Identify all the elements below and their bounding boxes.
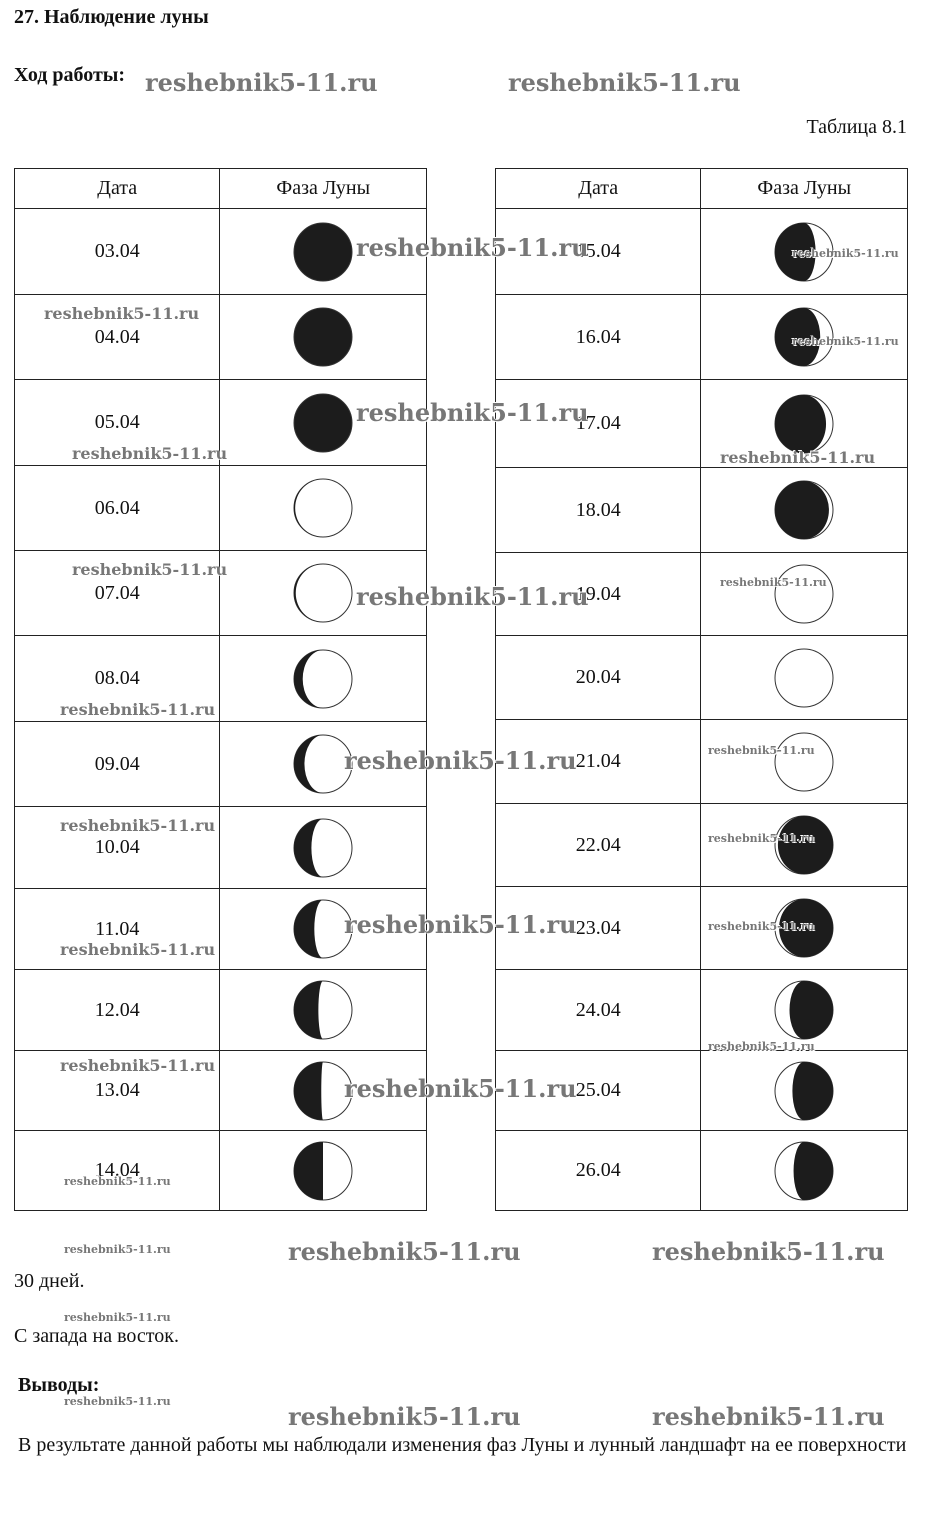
waxing-crescent-icon [220,807,427,889]
moon-table-left [14,168,427,1211]
watermark: reshebnik5-11.ru [708,832,815,845]
table-row [15,551,427,636]
waxing-gibbous-icon [701,209,908,295]
moon-table-right [495,168,908,1211]
table-row [496,1131,908,1211]
date-cell: 21.04 [496,720,701,804]
waxing-gibbous-icon [701,295,908,380]
watermark: reshebnik5-11.ru [60,816,216,835]
date-cell: 06.04 [15,466,220,551]
date-cell: 09.04 [15,722,220,807]
new-moon-icon [220,209,427,295]
new-moon-icon [220,466,427,551]
table-row [15,466,427,551]
watermark: reshebnik5-11.ru [356,582,589,611]
column-header-phase: Фаза Луны [701,169,908,209]
table-row [496,636,908,720]
watermark: reshebnik5-11.ru [344,1074,577,1103]
date-cell: 19.04 [496,553,701,636]
date-cell: 10.04 [15,807,220,889]
answer-period: 30 дней. [14,1270,85,1292]
waxing-crescent-icon [220,636,427,722]
table-row [496,468,908,553]
table-row [15,970,427,1051]
watermark: reshebnik5-11.ru [145,68,378,97]
table-row [496,209,908,295]
table-row [496,887,908,970]
full-moon-icon [701,553,908,636]
date-cell: 15.04 [496,209,701,295]
answer-direction: С запада на восток. [14,1325,179,1347]
waxing-gibbous-icon [701,468,908,553]
date-cell: 26.04 [496,1131,701,1211]
table-label: Таблица 8.1 [806,116,907,138]
table-row [496,553,908,636]
date-cell: 13.04 [15,1051,220,1131]
waning-gibbous-icon [701,804,908,887]
table-row [496,1051,908,1131]
date-cell: 22.04 [496,804,701,887]
watermark: reshebnik5-11.ru [344,910,577,939]
date-cell: 20.04 [496,636,701,720]
watermark: reshebnik5-11.ru [792,335,899,348]
table-row [15,807,427,889]
waxing-crescent-icon [220,970,427,1051]
watermark: reshebnik5-11.ru [356,233,589,262]
watermark: reshebnik5-11.ru [720,576,827,589]
table-row [15,889,427,970]
watermark: reshebnik5-11.ru [652,1237,885,1266]
watermark: reshebnik5-11.ru [708,920,815,933]
page-title: 27. Наблюдение луны [14,6,209,28]
waning-gibbous-icon [701,1051,908,1131]
table-row [15,722,427,807]
full-moon-icon [701,720,908,804]
watermark: reshebnik5-11.ru [356,398,589,427]
table-row [15,209,427,295]
table-row [15,380,427,466]
waxing-crescent-icon [220,722,427,807]
column-header-date: Дата [15,169,220,209]
watermark: reshebnik5-11.ru [652,1402,885,1431]
table-row [496,295,908,380]
watermark: reshebnik5-11.ru [72,444,228,463]
watermark: reshebnik5-11.ru [60,1056,216,1075]
watermark: reshebnik5-11.ru [64,1243,171,1256]
table-row [15,295,427,380]
date-cell: 17.04 [496,380,701,468]
table-row [15,636,427,722]
date-cell: 03.04 [15,209,220,295]
first-quarter-icon [220,1051,427,1131]
column-header-phase: Фаза Луны [220,169,427,209]
watermark: reshebnik5-11.ru [64,1395,171,1408]
watermark: reshebnik5-11.ru [708,1040,815,1053]
watermark: reshebnik5-11.ru [288,1237,521,1266]
watermark: reshebnik5-11.ru [60,940,216,959]
date-cell: 14.04 [15,1131,220,1211]
table-row [15,1051,427,1131]
new-moon-icon [220,551,427,636]
table-row [15,1131,427,1211]
waning-gibbous-icon [701,1131,908,1211]
waxing-gibbous-icon [701,380,908,468]
date-cell: 25.04 [496,1051,701,1131]
watermark: reshebnik5-11.ru [720,448,876,467]
date-cell: 18.04 [496,468,701,553]
date-cell: 08.04 [15,636,220,722]
waning-gibbous-icon [701,887,908,970]
column-header-date: Дата [496,169,701,209]
table-row [496,720,908,804]
waxing-crescent-icon [220,889,427,970]
date-cell: 04.04 [15,295,220,380]
table-row [496,380,908,468]
watermark: reshebnik5-11.ru [44,304,200,323]
first-quarter-icon [220,1131,427,1211]
watermark: reshebnik5-11.ru [64,1311,171,1324]
watermark: reshebnik5-11.ru [344,746,577,775]
watermark: reshebnik5-11.ru [508,68,741,97]
table-row [496,804,908,887]
conclusions-text: В результате данной работы мы наблюдали изменения фаз Луны и лунный ландшафт на ее поверхности [18,1434,907,1456]
date-cell: 05.04 [15,380,220,466]
new-moon-icon [220,380,427,466]
table-header-row [15,169,427,209]
date-cell: 11.04 [15,889,220,970]
date-cell: 24.04 [496,970,701,1051]
date-cell: 23.04 [496,887,701,970]
date-cell: 12.04 [15,970,220,1051]
new-moon-icon [220,295,427,380]
watermark: reshebnik5-11.ru [288,1402,521,1431]
full-moon-icon [701,636,908,720]
watermark: reshebnik5-11.ru [792,247,899,260]
watermark: reshebnik5-11.ru [708,744,815,757]
date-cell: 07.04 [15,551,220,636]
table-row [496,970,908,1051]
table-header-row [496,169,908,209]
conclusions-heading: Выводы: [18,1374,100,1396]
waning-gibbous-icon [701,970,908,1051]
watermark: reshebnik5-11.ru [60,700,216,719]
watermark: reshebnik5-11.ru [64,1175,171,1188]
watermark: reshebnik5-11.ru [72,560,228,579]
date-cell: 16.04 [496,295,701,380]
progress-label: Ход работы: [14,64,126,86]
